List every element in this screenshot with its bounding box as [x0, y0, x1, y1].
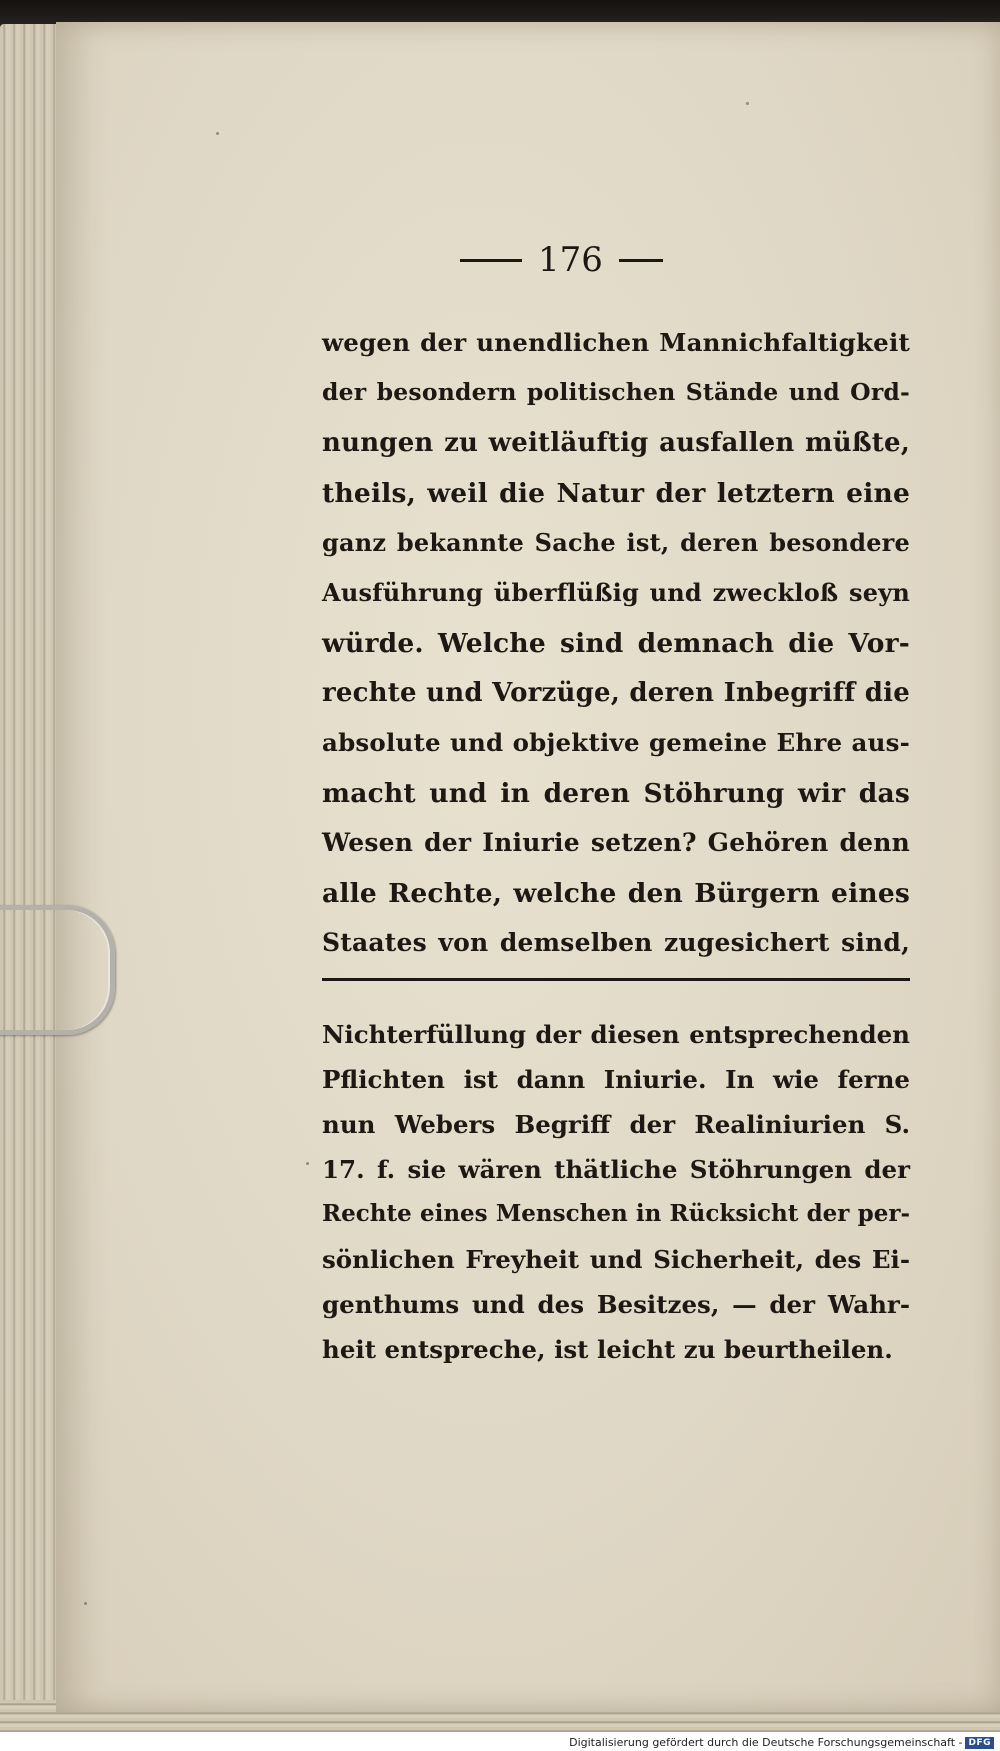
footnote-rule [322, 978, 910, 981]
paper-speck [84, 1602, 87, 1605]
body-line: rechte und Vorzüge, deren Inbegriff die [322, 678, 910, 708]
body-line: absolute und objektive gemeine Ehre aus- [322, 728, 910, 757]
body-line: alle Rechte, welche den Bürgern eines [322, 878, 910, 909]
footnote-line: heit entspreche, ist leicht zu beurtheilen. [322, 1335, 893, 1364]
body-line: der besondern politischen Stände und Ord- [322, 378, 910, 406]
body-line: Ausführung überflüßig und zweckloß seyn [322, 578, 910, 607]
footnote-line: genthums und des Besitzes, — der Wahr- [322, 1290, 910, 1319]
paper-speck [746, 102, 749, 105]
page-number: 176 [538, 240, 603, 280]
body-line: würde. Welche sind demnach die Vor- [322, 628, 910, 659]
body-line: Staates von demselben zugesichert sind, [322, 928, 910, 957]
body-line: nungen zu weitläuftig ausfallen müßte, [322, 428, 910, 458]
body-line: Wesen der Iniurie setzen? Gehören denn [322, 828, 910, 857]
paper-clip [0, 905, 115, 1035]
digitization-credit [569, 1736, 994, 1749]
paper-speck [306, 1162, 309, 1165]
header-dash-left [460, 259, 522, 262]
header-dash-right [619, 259, 663, 262]
stacked-page-edges-left [0, 24, 62, 1724]
paper-speck [216, 132, 219, 135]
footnote-line: sönlichen Freyheit und Sicherheit, des Ei- [322, 1245, 910, 1274]
body-line: macht und in deren Stöhrung wir das [322, 778, 910, 809]
footnote-line: nun Webers Begriff der Realiniurien S. [322, 1110, 910, 1139]
dfg-logo: DFG [965, 1737, 994, 1749]
footnote-line: 17. f. sie wären thätliche Stöhrungen der [322, 1155, 910, 1184]
footnote-line: Nichterfüllung der diesen entsprechenden [322, 1020, 910, 1049]
body-line: theils, weil die Natur der letztern eine [322, 478, 910, 509]
page-header [460, 240, 760, 280]
credit-text: Digitalisierung gefördert durch die Deutsche Forschungsgemeinschaft - [569, 1736, 963, 1749]
footnote-line: Pflichten ist dann Iniurie. In wie ferne [322, 1065, 910, 1094]
body-line: wegen der unendlichen Mannichfaltigkeit [322, 328, 910, 357]
body-line: ganz bekannte Sache ist, deren besondere [322, 528, 910, 557]
footnote-line: Rechte eines Menschen in Rücksicht der per- [322, 1200, 910, 1227]
